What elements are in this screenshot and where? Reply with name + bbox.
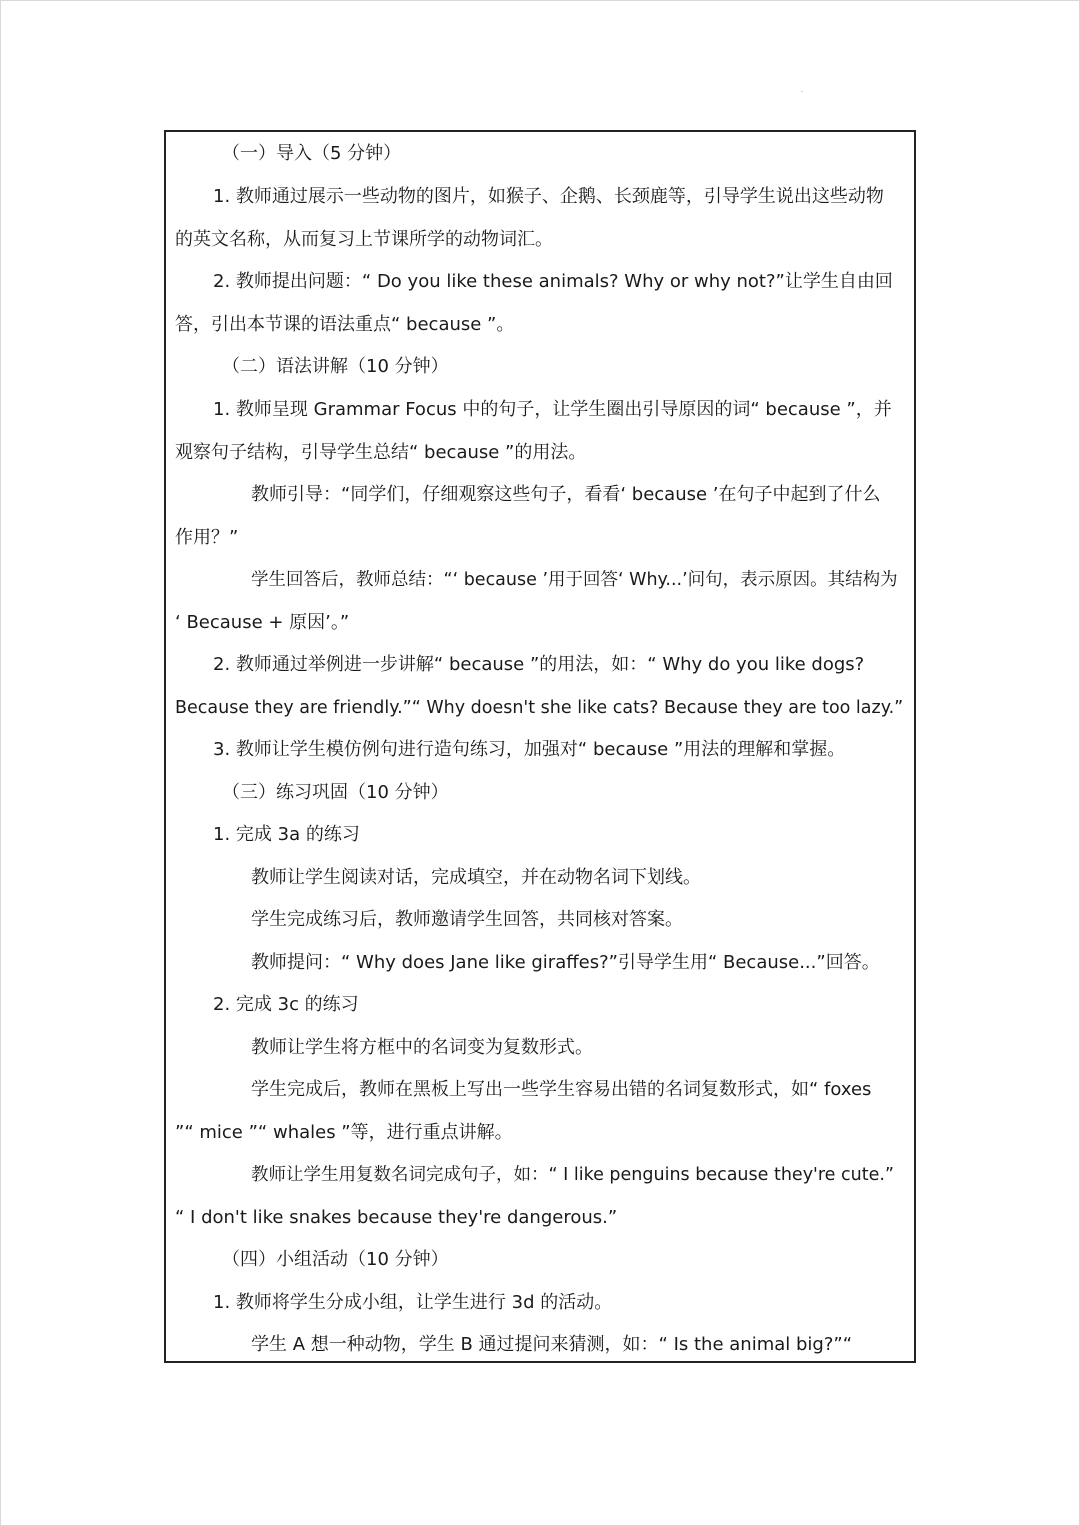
text-line: 观察句子结构，引导学生总结“ because ”的用法。 — [175, 442, 587, 463]
text-line: 2. 完成 3c 的练习 — [213, 994, 359, 1015]
text-line: 1. 教师呈现 Grammar Focus 中的句子，让学生圈出引导原因的词“ because ”，并 — [213, 399, 892, 420]
text-line: “ I don't like snakes because they're dangerous.” — [175, 1207, 618, 1228]
text-line: 2. 教师通过举例进一步讲解“ because ”的用法，如：“ Why do you like dogs? — [213, 654, 865, 675]
text-line: 学生完成后，教师在黑板上写出一些学生容易出错的名词复数形式，如“ foxes — [251, 1079, 872, 1100]
section-heading-intro: （一）导入（5 分钟） — [222, 143, 402, 164]
section-heading-practice: （三）练习巩固（10 分钟） — [222, 782, 449, 803]
scan-speck — [801, 91, 803, 92]
text-line: 1. 教师将学生分成小组，让学生进行 3d 的活动。 — [213, 1292, 613, 1313]
text-line: 作用？” — [175, 527, 239, 548]
text-line: ”“ mice ”“ whales ”等，进行重点讲解。 — [175, 1122, 513, 1143]
section-heading-group: （四）小组活动（10 分钟） — [222, 1249, 449, 1270]
text-line: 的英文名称，从而复习上节课所学的动物词汇。 — [175, 229, 553, 250]
text-line: 学生 A 想一种动物，学生 B 通过提问来猜测，如：“ Is the animal big?”“ — [251, 1334, 853, 1355]
text-line: 3. 教师让学生模仿例句进行造句练习，加强对“ because ”用法的理解和掌握。 — [213, 739, 846, 760]
text-line: 教师让学生将方框中的名词变为复数形式。 — [251, 1037, 593, 1058]
text-line: 教师提问：“ Why does Jane like giraffes?”引导学生用“ Because...”回答。 — [251, 952, 880, 973]
text-line: Because they are friendly.”“ Why doesn't she like cats? Because they are too lazy.” — [175, 698, 904, 718]
text-line: 学生回答后，教师总结：“‘ because ’用于回答‘ Why...’问句，表示原因。其结构为 — [251, 570, 898, 590]
text-line: 教师让学生用复数名词完成句子，如：“ I like penguins because they're cute.” — [251, 1165, 894, 1185]
text-line: 1. 教师通过展示一些动物的图片，如猴子、企鹅、长颈鹿等，引导学生说出这些动物 — [213, 186, 884, 207]
text-line: 答，引出本节课的语法重点“ because ”。 — [175, 314, 515, 335]
text-line: 学生完成练习后，教师邀请学生回答，共同核对答案。 — [251, 909, 683, 930]
text-line: 1. 完成 3a 的练习 — [213, 824, 360, 845]
text-line: ‘ Because + 原因’。” — [175, 612, 350, 633]
text-line: 教师引导：“同学们，仔细观察这些句子，看看‘ because ’在句子中起到了什么 — [251, 484, 881, 505]
lesson-plan-table-cell — [164, 130, 916, 1363]
section-heading-grammar: （二）语法讲解（10 分钟） — [222, 356, 449, 377]
text-line: 教师让学生阅读对话，完成填空，并在动物名词下划线。 — [251, 867, 701, 888]
text-line: 2. 教师提出问题：“ Do you like these animals? Why or why not?”让学生自由回 — [213, 271, 893, 292]
